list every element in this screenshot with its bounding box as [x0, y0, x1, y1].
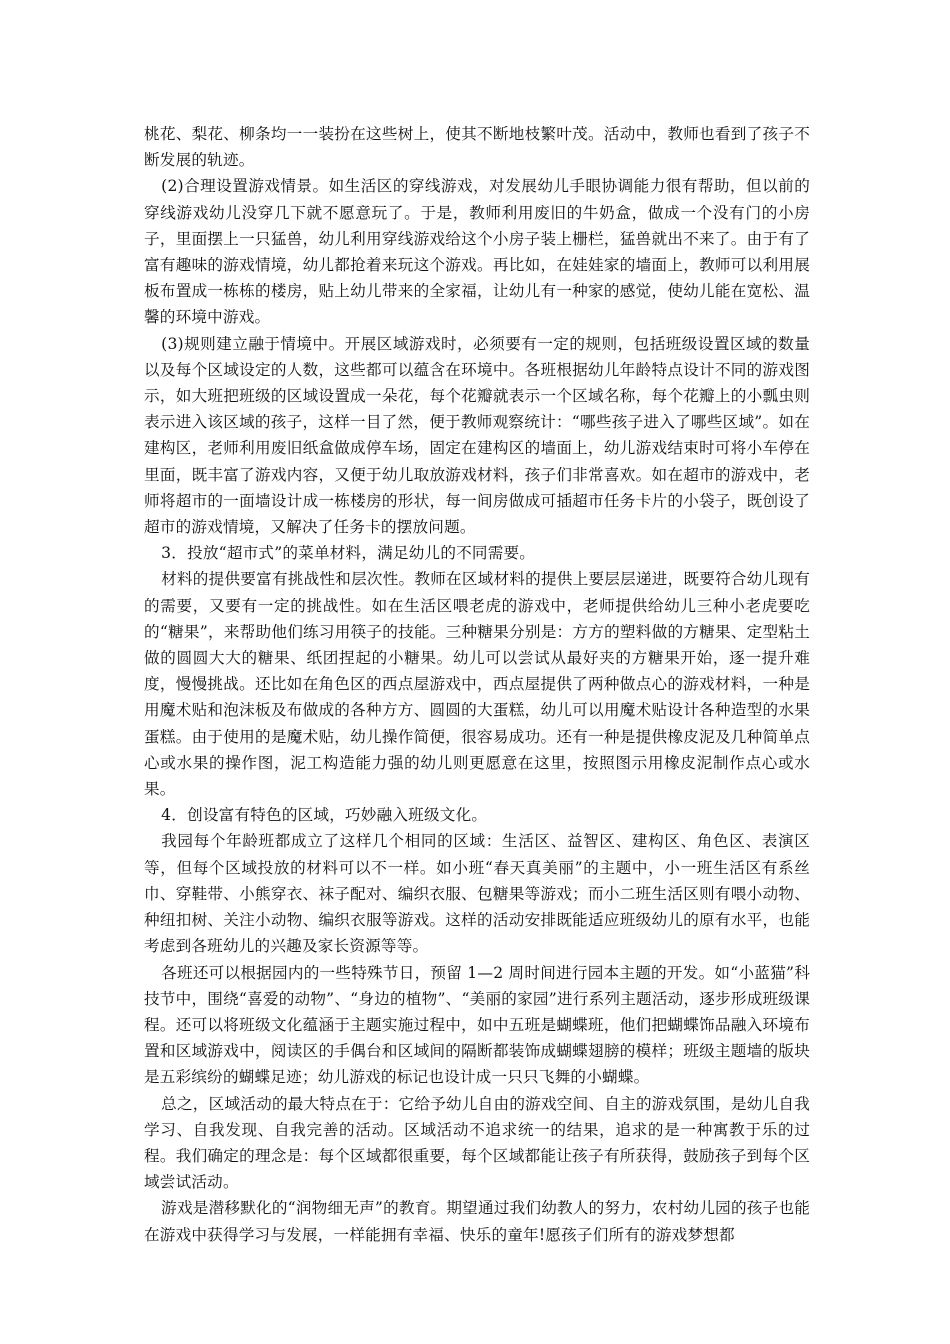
- section-heading-3: 3．投放“超市式”的菜单材料，满足幼儿的不同需要。: [161, 544, 536, 563]
- document-page: [144, 121, 810, 1248]
- paragraph-class-areas: 我园每个年龄班都成立了这样几个相同的区域：生活区、益智区、建构区、角色区、表演区等，但每个区域投放的材料可以不一样。如小班“春天真美丽”的主题中，小一班生活区有系丝巾、穿鞋带、小熊穿衣、袜子配对、编织衣服、包糖果等游戏；而小二班生活区则有喂小动物、种纽扣树、关注小动物、编织衣服等游戏。这样的活动安排既能适应班级幼儿的原有水平，也能考虑到各班幼儿的兴趣及家长资源等等。: [144, 832, 810, 956]
- paragraph-class-culture: 各班还可以根据园内的一些特殊节日，预留 1—2 周时间进行园本主题的开发。如“小蓝猫”科技节中，围绕“喜爱的动物”、“身边的植物”、“美丽的家园”进行系列主题活动，逐步形成班级课程。还可以将班级文化蕴涵于主题实施过程中，如中五班是蝴蝶班，他们把蝴蝶饰品融入环境布置和区域游戏中，阅读区的手偶台和区域间的隔断都装饰成蝴蝶翅膀的模样；班级主题墙的版块是五彩缤纷的蝴蝶足迹；幼儿游戏的标记也设计成一只只飞舞的小蝴蝶。: [144, 963, 810, 1087]
- paragraph-conclusion: 游戏是潜移默化的“润物细无声”的教育。期望通过我们幼教人的努力，农村幼儿园的孩子也能在游戏中获得学习与发展，一样能拥有幸福、快乐的童年!愿孩子们所有的游戏梦想都: [144, 1199, 810, 1244]
- paragraph-rules-in-scene: (3)规则建立融于情境中。开展区域游戏时，必须要有一定的规则，包括班级设置区域的数量以及每个区域设定的人数，这些都可以蕴含在环境中。各班根据幼儿年龄特点设计不同的游戏图示，如大班把班级的区域设置成一朵花，每个花瓣就表示一个区域名称，每个花瓣上的小瓢虫则表示进入该区域的孩子，这样一目了然，便于教师观察统计：“哪些孩子进入了哪些区域”。如在建构区，老师利用废旧纸盒做成停车场，固定在建构区的墙面上，幼儿游戏结束时可将小车停在里面，既丰富了游戏内容，又便于幼儿取放游戏材料，孩子们非常喜欢。如在超市的游戏中，老师将超市的一面墙设计成一栋楼房的形状，每一间房做成可插超市任务卡片的小袋子，既创设了超市的游戏情境，又解决了任务卡的摆放问题。: [144, 334, 810, 537]
- paragraph-materials: 材料的提供要富有挑战性和层次性。教师在区域材料的提供上要层层递进，既要符合幼儿现有的需要，又要有一定的挑战性。如在生活区喂老虎的游戏中，老师提供给幼儿三种小老虎要吃的“糖果”，来帮助他们练习用筷子的技能。三种糖果分别是：方方的塑料做的方糖果、定型粘土做的圆圆大大的糖果、纸团捏起的小糖果。幼儿可以尝试从最好夹的方糖果开始，逐一提升难度，慢慢挑战。还比如在角色区的西点屋游戏中，西点屋提供了两种做点心的游戏材料，一种是用魔术贴和泡沫板及布做成的各种方方、圆圆的大蛋糕，幼儿可以用魔术贴设计各种造型的水果蛋糕。由于使用的是魔术贴，幼儿操作简便，很容易成功。还有一种是提供橡皮泥及几种简单点心或水果的操作图，泥工构造能力强的幼儿则更愿意在这里，按照图示用橡皮泥制作点心或水果。: [144, 570, 810, 799]
- paragraph-continued: 桃花、梨花、柳条均一一装扮在这些树上，使其不断地枝繁叶茂。活动中，教师也看到了孩子不断发展的轨迹。: [144, 125, 810, 170]
- paragraph-summary: 总之，区域活动的最大特点在于：它给予幼儿自由的游戏空间、自主的游戏氛围，是幼儿自我学习、自我发现、自我完善的活动。区域活动不追求统一的结果，追求的是一种寓教于乐的过程。我们确定的理念是：每个区域都很重要，每个区域都能让孩子有所获得，鼓励孩子到每个区域尝试活动。: [144, 1094, 810, 1192]
- section-heading-4: 4．创设富有特色的区域，巧妙融入班级文化。: [161, 806, 488, 825]
- paragraph-game-scene: (2)合理设置游戏情景。如生活区的穿线游戏，对发展幼儿手眼协调能力很有帮助，但以前的穿线游戏幼儿没穿几下就不愿意玩了。于是，教师利用废旧的牛奶盒，做成一个没有门的小房子，里面摆上一只猛兽，幼儿利用穿线游戏给这个小房子装上栅栏，猛兽就出不来了。由于有了富有趣味的游戏情境，幼儿都抢着来玩这个游戏。再比如，在娃娃家的墙面上，教师可以利用展板布置成一栋栋的楼房，贴上幼儿带来的全家福，让幼儿有一种家的感觉，使幼儿能在宽松、温馨的环境中游戏。: [144, 177, 810, 327]
